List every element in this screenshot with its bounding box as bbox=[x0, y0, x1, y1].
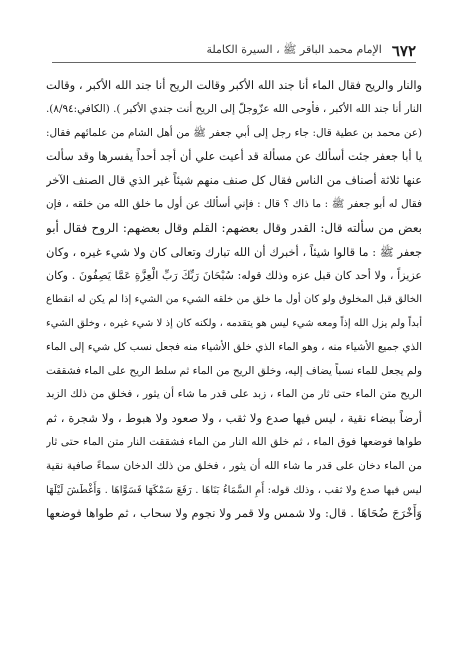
text-line: ليس فيها صدع ولا ثقب ، وذلك قوله: أَمِ السَّمَاءُ بَنَاهَا . رَفَعَ سَمْكَهَا فَسَوَّاهَا . وَأَغْطَشَ لَيْلَهَا bbox=[46, 484, 422, 496]
text-line: من الماء دخان على قدر ما شاء الله أن يثور ، فخلق من ذلك الدخان سماءً صافية نقية bbox=[46, 459, 422, 472]
text-line: بعض من سألته قال: القدر وقال بعضهم: القلم وقال بعضهم: الروح فقال أبو bbox=[46, 220, 422, 235]
text-line: عنها ثلاثة أصناف من الناس فقال كل صنف منهم شيئاً غير الذي قال الصنف الآخر bbox=[46, 173, 422, 188]
text-line: (عن محمد بن عطية قال: جاء رجل إلى أبي جعفر ﷺ من أهل الشام من علمائهم فقال: bbox=[46, 126, 422, 139]
text-line: يا أبا جعفر جئت أسألك عن مسألة قد أعيت علي أن أجد أحداً يفسرها وقد سألت bbox=[46, 149, 422, 164]
header-rule bbox=[52, 62, 416, 63]
text-line: طواها فوضعها فوق الماء ، ثم خلق الله النار من الماء فشققت النار متن الماء حتى ثار bbox=[46, 435, 422, 448]
running-title: الإمام محمد الباقر ﷺ ، السيرة الكاملة bbox=[206, 43, 382, 56]
text-line: ولم يجعل للماء نسباً يضاف إليه، وخلق الريح من الماء ثم سلط الريح على الماء فشققت bbox=[46, 364, 422, 377]
text-line: وَأَخْرَجَ ضُحَاهَا . قال: ولا شمس ولا قمر ولا نجوم ولا سحاب ، ثم طواها فوضعها bbox=[46, 506, 422, 521]
text-line: أبداً ولم يزل الله إذاً ومعه شيء ليس هو يتقدمه ، ولكنه كان إذ لا شيء غيره ، وخلق الشيء bbox=[46, 317, 422, 329]
text-line: الخالق قبل المخلوق ولو كان أول ما خلق من خلقه الشيء من الشيء إذا لم يكن له انقطاع bbox=[46, 294, 422, 306]
page-header bbox=[52, 40, 416, 62]
text-line: الريح متن الماء حتى ثار من الماء ، زبد على قدر ما شاء أن يثور ، فخلق من ذلك الزبد bbox=[46, 388, 422, 401]
text-line: الذي جميع الأشياء منه ، وهو الماء الذي خلق الأشياء منه فجعل نسب كل شيء إلى الماء bbox=[46, 340, 422, 353]
text-line: والنار والريح فقال الماء أنا جند الله الأكبر وقالت الريح أنا جند الله الأكبر ، وقالت bbox=[46, 78, 422, 92]
body-text bbox=[46, 74, 422, 526]
text-line: فقال له أبو جعفر ﷺ : ما ذاك ؟ قال : فإني أسألك عن أول ما خلق الله من خلقه ، فإن bbox=[46, 197, 422, 210]
text-line: النار أنا جند الله الأكبر ، فأوحى الله عزّوجلّ إلى الريح أنت جندي الأكبر ). (الكافي:٨/٩٤). bbox=[46, 102, 422, 115]
text-line: جعفر ﷺ : ما قالوا شيئاً ، أخبرك أن الله تبارك وتعالى كان ولا شيء غيره ، وكان bbox=[46, 244, 422, 259]
text-line: عزيزاً ، ولا أحد كان قبل عزه وذلك قوله: سُبْحَانَ رَبِّكَ رَبِّ الْعِزَّةِ عَمَّا يَصِفُونَ . وكان bbox=[46, 269, 422, 283]
text-line: أرضاً بيضاء نقية ، ليس فيها صدع ولا ثقب ، ولا صعود ولا هبوط ، ولا شجرة ، ثم bbox=[46, 411, 422, 426]
page-number: ٦٧٢ bbox=[391, 42, 416, 60]
